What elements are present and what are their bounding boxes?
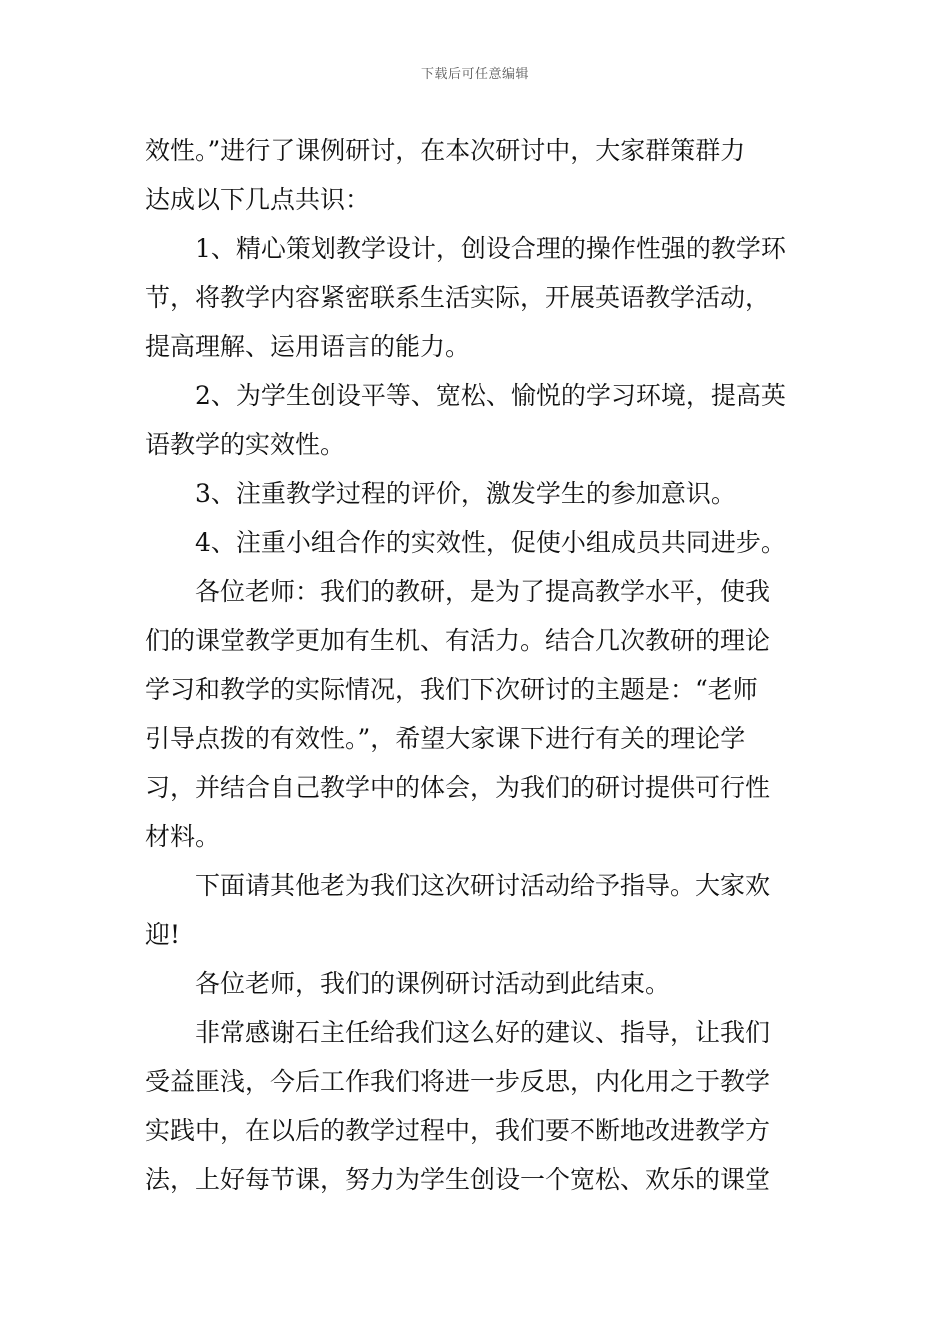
body-line: 引导点拨的有效性。”，希望大家课下进行有关的理论学 <box>145 724 746 753</box>
body-line: 4、注重小组合作的实效性，促使小组成员共同进步。 <box>195 528 786 557</box>
body-line: 节，将教学内容紧密联系生活实际，开展英语教学活动， <box>145 283 771 312</box>
body-line: 2、为学生创设平等、宽松、愉悦的学习环境，提高英 <box>195 381 786 410</box>
body-line: 下面请其他老为我们这次研讨活动给予指导。大家欢 <box>195 871 771 900</box>
page-header: 下载后可任意编辑 <box>420 67 529 82</box>
body-line: 受益匪浅，今后工作我们将进一步反思，内化用之于教学 <box>145 1067 771 1096</box>
body-line: 语教学的实效性。 <box>145 430 346 459</box>
body-line: 学习和教学的实际情况，我们下次研讨的主题是：“老师 <box>145 675 758 704</box>
body-line: 实践中，在以后的教学过程中，我们要不断地改进教学方 <box>145 1116 771 1145</box>
body-line: 效性。”进行了课例研讨，在本次研讨中，大家群策群力 <box>145 136 746 165</box>
document-body <box>145 126 810 1204</box>
body-line: 们的课堂教学更加有生机、有活力。结合几次教研的理论 <box>145 626 771 655</box>
body-line: 达成以下几点共识： <box>145 185 371 214</box>
body-line: 非常感谢石主任给我们这么好的建议、指导，让我们 <box>195 1018 771 1047</box>
body-line: 3、注重教学过程的评价，激发学生的参加意识。 <box>195 479 736 508</box>
body-line: 材料。 <box>145 822 221 851</box>
body-line: 1、精心策划教学设计，创设合理的操作性强的教学环 <box>195 234 786 263</box>
body-line: 法，上好每节课，努力为学生创设一个宽松、欢乐的课堂 <box>145 1165 771 1194</box>
body-line: 习，并结合自己教学中的体会，为我们的研讨提供可行性 <box>145 773 771 802</box>
body-line: 提高理解、运用语言的能力。 <box>145 332 471 361</box>
body-line: 各位老师：我们的教研，是为了提高教学水平，使我 <box>195 577 771 606</box>
body-line: 迎! <box>145 920 181 949</box>
body-line: 各位老师，我们的课例研讨活动到此结束。 <box>195 969 671 998</box>
